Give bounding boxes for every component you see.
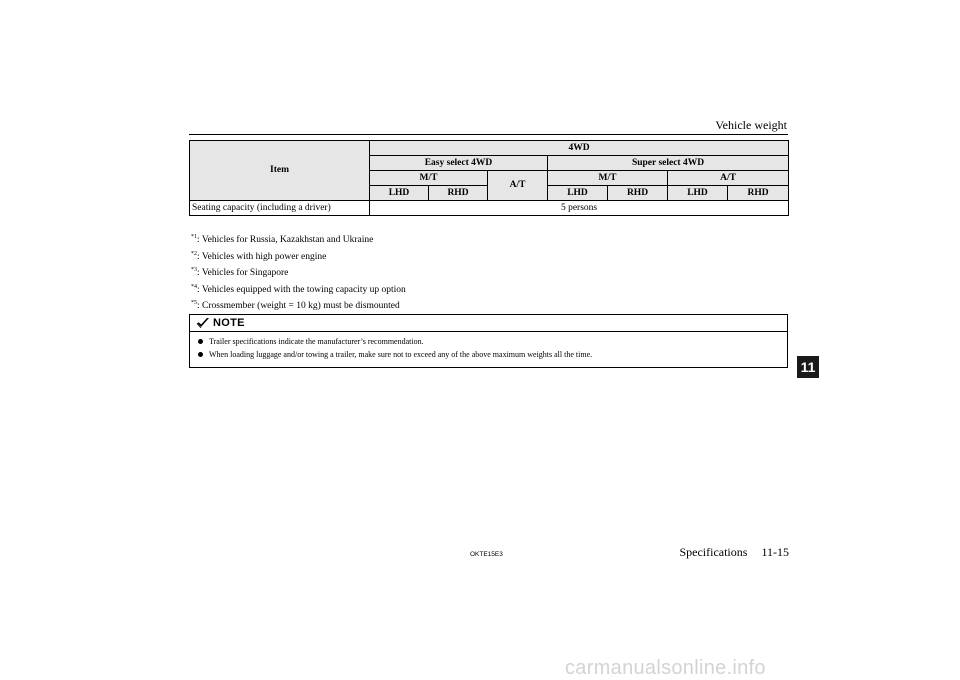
footnote: $^{*3}$: Vehicles for Singapore (191, 267, 289, 278)
super-at-lhd: LHD (668, 186, 728, 201)
footnote-mark: *1 (191, 234, 197, 240)
super-select-header: Super select 4WD (548, 156, 789, 171)
footnote-mark: *3 (191, 267, 197, 273)
note-check-icon (196, 317, 210, 329)
header-rule (189, 134, 788, 135)
super-at-rhd: RHD (728, 186, 789, 201)
footnote-mark: *5 (191, 300, 197, 306)
watermark: carmanualsonline.info (565, 657, 766, 679)
easy-at-header: A/T (488, 171, 548, 201)
note-box (189, 314, 788, 368)
super-mt-header: M/T (548, 171, 668, 186)
super-mt-rhd: RHD (608, 186, 668, 201)
section-tab-marker: 11 (797, 356, 819, 378)
table-row (190, 201, 789, 216)
easy-mt-rhd: RHD (429, 186, 488, 201)
footnotes (191, 231, 406, 314)
seating-capacity-value: 5 persons (370, 201, 789, 216)
page-header-title: Vehicle weight (715, 118, 787, 132)
document-code: OKTE15E3 (470, 551, 503, 558)
list-item: When loading luggage and/or towing a trailer, make sure not to exceed any of the above maximum weights all the time. (198, 348, 787, 361)
note-header (190, 315, 787, 332)
footnote-mark: *4 (191, 283, 197, 290)
seating-capacity-label: Seating capacity (including a driver) (190, 201, 370, 216)
easy-mt-lhd: LHD (370, 186, 429, 201)
vehicle-weight-table (189, 140, 789, 216)
footnote: $^{*5}$: Crossmember (weight = 10 kg) must be dismounted (191, 300, 400, 311)
drive-header-4wd: 4WD (370, 141, 789, 156)
item-header: Item (190, 141, 370, 201)
list-item: Trailer specifications indicate the manufacturer’s recommendation. (198, 335, 787, 348)
super-mt-lhd: LHD (548, 186, 608, 201)
easy-mt-header: M/T (370, 171, 488, 186)
footer-page-number: 11-15 (761, 545, 789, 559)
note-list (198, 335, 787, 361)
note-label: NOTE (213, 317, 245, 329)
footnote: $^{*4}$: Vehicles equipped with the towing capacity up option (191, 283, 406, 295)
footer-section: Specifications (679, 545, 748, 559)
footnote: $^{*1}$: Vehicles for Russia, Kazakhstan and Ukraine (191, 234, 374, 245)
footnote: $^{*2}$: Vehicles with high power engine (191, 250, 327, 262)
footnote-mark: *2 (191, 250, 197, 257)
super-at-header: A/T (668, 171, 789, 186)
bullet-icon (198, 339, 203, 344)
easy-select-header: Easy select 4WD (370, 156, 548, 171)
page-footer (679, 545, 789, 560)
bullet-icon (198, 352, 203, 357)
